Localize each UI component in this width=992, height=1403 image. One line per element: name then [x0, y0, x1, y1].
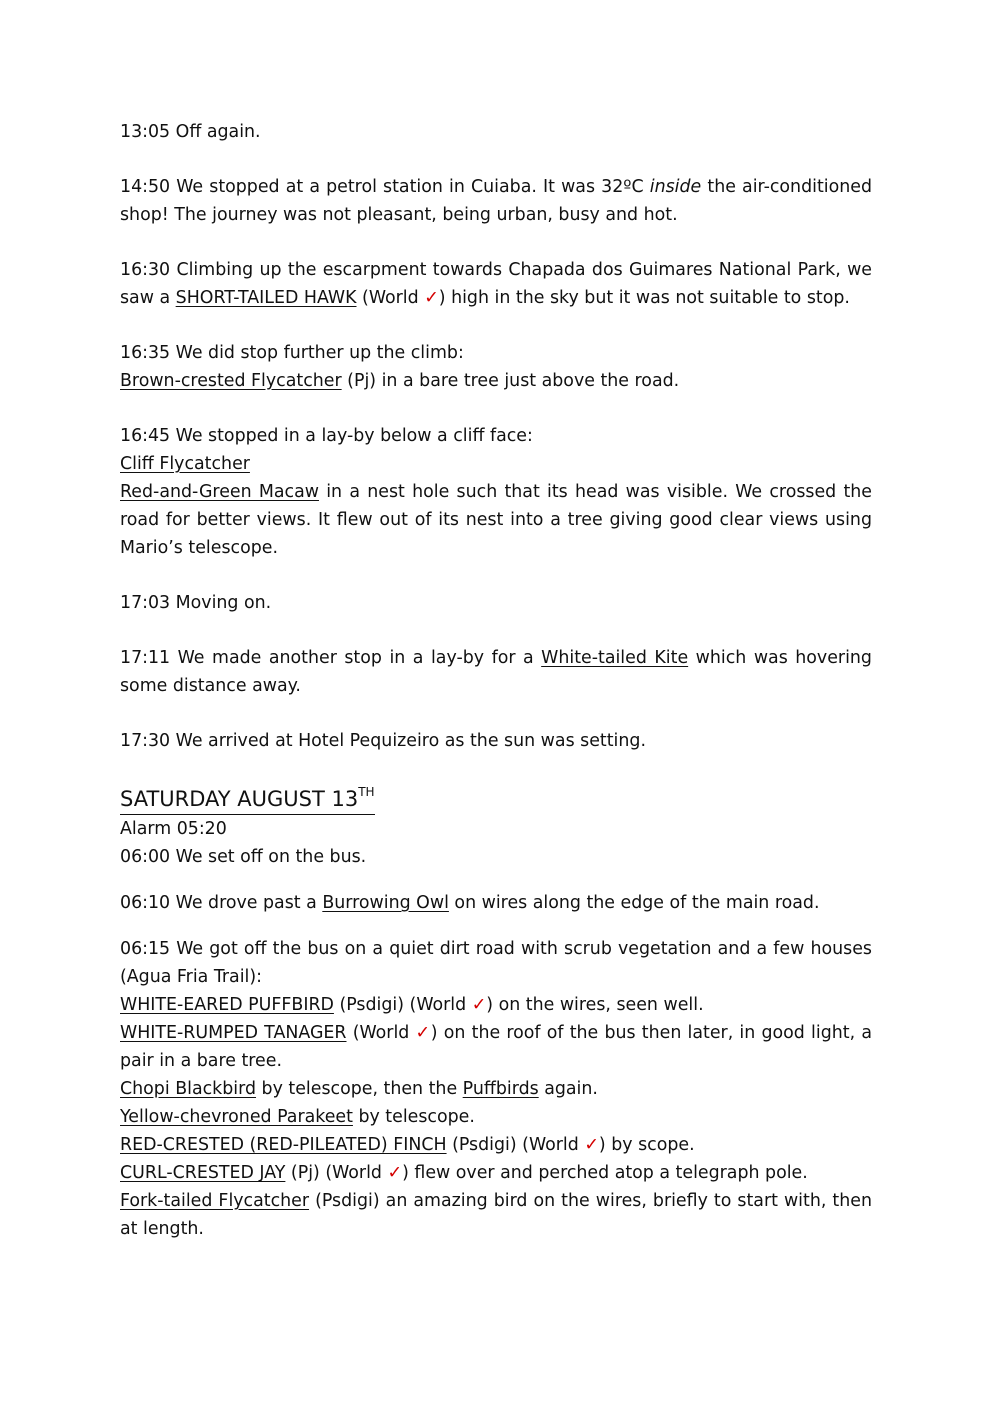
emphasis-text: inside	[649, 177, 702, 197]
sighting	[120, 991, 872, 1019]
bird-name: Yellow-chevroned Parakeet	[120, 1107, 353, 1127]
sighting	[120, 1103, 872, 1131]
entry-text: (World	[356, 288, 425, 308]
entry-text: in a nest hole such that its head was visible. We crossed the road for better views. It flew out of its nest into a tree giving good clear views using Mario’s telescope.	[120, 482, 872, 558]
day-heading-text: SATURDAY AUGUST 13	[120, 787, 359, 811]
entry-text: by telescope.	[352, 1107, 475, 1127]
sighting	[120, 1187, 872, 1243]
entry-text: (Pj) in a bare tree just above the road.	[341, 371, 680, 391]
check-icon: ✓	[424, 288, 439, 308]
check-icon: ✓	[387, 1163, 403, 1183]
day-heading-wrap	[120, 782, 872, 815]
entry-text: (Psdigi) (World	[333, 995, 472, 1015]
entry-0610	[120, 889, 872, 917]
entry-text: 17:11 We made another stop in a lay-by for a	[120, 648, 542, 668]
bird-name: RED-CRESTED (RED-PILEATED) FINCH	[120, 1135, 447, 1155]
entry-text: ) flew over and perched atop a telegraph pole.	[402, 1163, 808, 1183]
entry-1711	[120, 644, 872, 700]
entry-text: the air-conditioned shop! The journey was not pleasant, being urban, busy and hot.	[120, 177, 872, 225]
bird-name: CURL-CRESTED JAY	[120, 1163, 286, 1183]
entry-text: 17:30 We arrived at Hotel Pequizeiro as the sun was setting.	[120, 731, 646, 751]
entry-text: on wires along the edge of the main road.	[448, 893, 820, 913]
entry-1305	[120, 118, 872, 146]
sighting	[120, 1159, 872, 1187]
bird-name: Chopi Blackbird	[120, 1079, 257, 1099]
sighting	[120, 1019, 872, 1075]
entry-text: by telescope, then the	[256, 1079, 463, 1099]
bird-name: SHORT-TAILED HAWK	[175, 288, 357, 308]
check-icon: ✓	[584, 1135, 599, 1155]
entry-text: 16:35 We did stop further up the climb:	[120, 343, 464, 363]
entry-text: ) by scope.	[598, 1135, 695, 1155]
entry-alarm	[120, 815, 872, 871]
entry-text: 13:05 Off again.	[120, 122, 261, 142]
entry-text: 06:10 We drove past a	[120, 893, 323, 913]
entry-text: 06:00 We set off on the bus.	[120, 847, 367, 867]
bird-name: Brown-crested Flycatcher	[120, 371, 342, 391]
bird-name: WHITE-EARED PUFFBIRD	[120, 995, 334, 1015]
day-heading-suffix: TH	[358, 785, 375, 799]
entry-text: which was hovering some distance away.	[120, 648, 872, 696]
check-icon: ✓	[415, 1023, 431, 1043]
entry-text: ) on the roof of the bus then later, in good light, a pair in a bare tree.	[120, 1023, 872, 1071]
day-heading	[120, 784, 375, 815]
entry-text: ) high in the sky but it was not suitable to stop.	[438, 288, 850, 308]
bird-name: Cliff Flycatcher	[120, 454, 250, 474]
bird-name: Fork-tailed Flycatcher	[120, 1191, 310, 1211]
sighting	[120, 1075, 872, 1103]
bird-name: WHITE-RUMPED TANAGER	[120, 1023, 347, 1043]
entry-text: (World	[346, 1023, 416, 1043]
document-body	[120, 118, 872, 1270]
entry-1635	[120, 339, 872, 395]
entry-text: 06:15 We got off the bus on a quiet dirt road with scrub vegetation and a few houses (Agua Fria Trail):	[120, 939, 872, 987]
entry-1645	[120, 422, 872, 562]
check-icon: ✓	[471, 995, 487, 1015]
sighting	[120, 1131, 872, 1159]
entry-text: ) on the wires, seen well.	[486, 995, 704, 1015]
entry-text: (Psdigi) an amazing bird on the wires, briefly to start with, then at length.	[120, 1191, 872, 1239]
bird-name: Red-and-Green Macaw	[120, 482, 319, 502]
entry-0615	[120, 935, 872, 1243]
bird-name: Burrowing Owl	[322, 893, 449, 913]
entry-1450	[120, 173, 872, 229]
entry-text: Alarm 05:20	[120, 819, 227, 839]
entry-text: 14:50 We stopped at a petrol station in Cuiaba. It was 32ºC	[120, 177, 650, 197]
entry-text: (Pj) (World	[285, 1163, 388, 1183]
entry-text: 17:03 Moving on.	[120, 593, 272, 613]
entry-text: (Psdigi) (World	[446, 1135, 585, 1155]
entry-text: 16:45 We stopped in a lay-by below a cliff face:	[120, 426, 533, 446]
bird-name: Puffbirds	[462, 1079, 539, 1099]
entry-text: 16:30 Climbing up the escarpment towards Chapada dos Guimares National Park, we saw a	[120, 260, 872, 308]
bird-name: White-tailed Kite	[541, 648, 689, 668]
entry-1630	[120, 256, 872, 312]
entry-1730	[120, 727, 872, 755]
entry-1703	[120, 589, 872, 617]
entry-text: again.	[538, 1079, 598, 1099]
